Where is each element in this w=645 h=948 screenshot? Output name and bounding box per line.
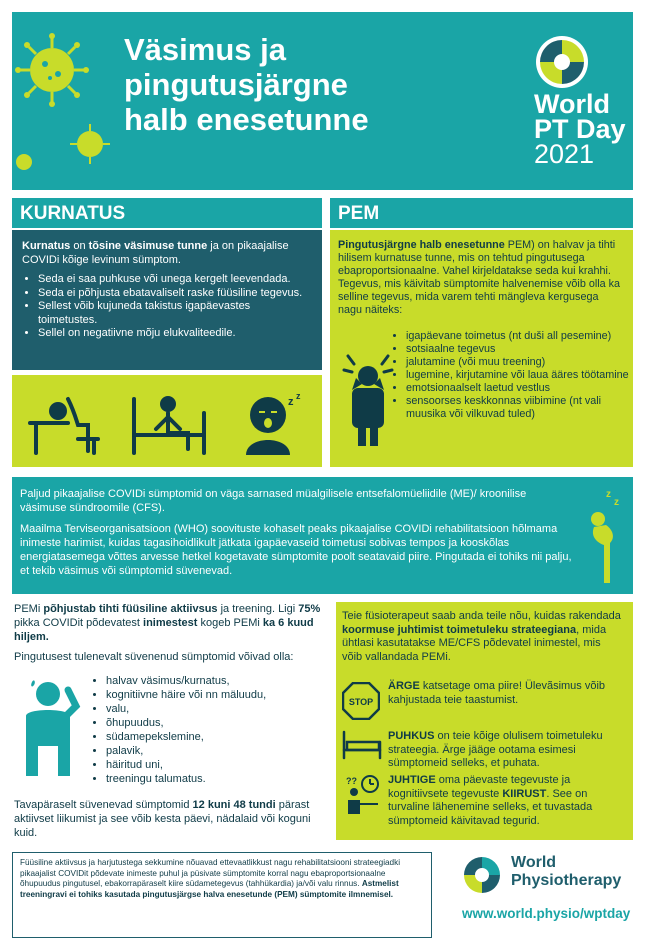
- list-item: • sensoorses keskkonnas viibimine (nt vali muusika või vilkuvad tuled): [406, 395, 631, 421]
- page-title: Väsimus ja pingutusjärgne halb enesetunne: [124, 32, 369, 137]
- advice-item-limits: ÄRGE katsetage oma piire! Ülevãsimus võib kahjustada teie taastumist.: [388, 680, 606, 706]
- svg-text:z: z: [606, 489, 611, 500]
- me-cfs-panel: [12, 477, 633, 594]
- list-item: • häiritud uni,: [106, 758, 336, 772]
- pem-heading: PEM: [338, 203, 380, 224]
- world-pt-day-brand: World PT Day 2021: [534, 89, 626, 169]
- list-item: • Seda ei saa puhkuse või unega kergelt leevendada.: [38, 273, 312, 287]
- list-item: • treeningu talumatus.: [106, 772, 336, 786]
- list-item: • Sellest võib kujuneda takistus igapäevastes toimetustes.: [38, 300, 312, 327]
- svg-text:z: z: [288, 396, 294, 408]
- footer-note-bold: Astmelist treeningravi ei tohiks kasutada pingutusjärgse halva enesetunde (PEM) sümptomite ilmnemisel.: [20, 879, 399, 899]
- clock-person-icon: [342, 774, 382, 814]
- world-physiotherapy-logo-icon: [460, 853, 504, 897]
- list-item: • õhupuudus,: [106, 716, 336, 730]
- pem-intro: Pingutusjärgne halb enesetunne PEM) on halvav ja tihti hilisem kurnatuse tunne, mis on tehtud pingutusega ebaproportsionaalne. Vahel kirjeldatakse seda kui krahhi. Tegevus, mis käivitab sümptomite halvenemise võib olla ka selline tegevus, mida varem tehti mängleva kergusega nagu näiteks:: [338, 239, 621, 316]
- list-item: • jalutamine (või muu treening): [406, 356, 631, 369]
- svg-text:??: ??: [346, 776, 357, 786]
- stop-sign-icon: [342, 682, 380, 720]
- svg-text:z: z: [614, 497, 619, 508]
- kurnatus-list: [12, 267, 322, 341]
- world-physiotherapy-brand: World Physiotherapy: [511, 854, 622, 889]
- list-item: • palavik,: [106, 744, 336, 758]
- tired-desk-person-icon: [28, 389, 104, 455]
- list-item: • halvav väsimus/kurnatus,: [106, 674, 336, 688]
- me-cfs-text-2: Maailma Terviseorganisatsioon (WHO) soovituste kohaselt peaks pikaajalise COVIDi rehabilitatsioon hõlmama inimeste harimist, kuidas tagasihoidlikult jätkata igapäevaseid toimetusi sobivas tempos ja kooskõlas energiatasemega võttes arvesse hetkel kogetavate sümptomite poolt seatavaid piire. Pingutada ei tohiks nii palju, et tekib väsimus või sümptomid süvenevad.: [20, 523, 572, 577]
- symptoms-timing: Tavapäraselt süvenevad sümptomid 12 kuni 48 tundi pärast aktiivset liikumist ja see võib kesta päevi, nädalaid või koguni kuid.: [14, 799, 311, 839]
- kurnatus-heading-bar: [12, 198, 322, 228]
- list-item: • Seda ei põhjusta ebatavaliselt raske füüsiline tegevus.: [38, 287, 312, 301]
- sleepy-person-icon: [586, 485, 628, 585]
- person-sitting-bed-icon: [130, 391, 208, 455]
- advice-item-pace: JUHTIGE oma päevaste tegevuste ja kognitiivsete tegevuste KIIRUST. See on turvaline lähenemine selleks, et tuvastada sümptomeid käivitavad tegurid.: [388, 774, 593, 827]
- stop-label: STOP: [348, 697, 374, 707]
- list-item: • sotsiaalne tegevus: [406, 343, 631, 356]
- headache-person-icon: [20, 676, 82, 786]
- list-item: • kognitiivne häire või nn mäluudu,: [106, 688, 336, 702]
- kurnatus-illustrations: [12, 375, 322, 467]
- tired-face-icon: [240, 391, 310, 455]
- list-item: • valu,: [106, 702, 336, 716]
- bed-icon: [342, 728, 382, 760]
- pem-list: [394, 330, 631, 421]
- me-cfs-text-1: Paljud pikaajalise COVIDi sümptomid on väga sarnased müalgilisele entsefalomüeliidile (ME)/ kroonilise väsimuse sündroomile (CFS).: [20, 488, 527, 514]
- footer-note-box: [12, 852, 432, 938]
- header-banner: [12, 12, 633, 190]
- advice-intro: Teie füsioterapeut saab anda teile nõu, kuidas rakendada koormuse juhtimist toimetuleku strateegiana, mida ühtlasi kasutatakse ME/CFS põdevatel inimestel, mis võib vallandada PEMi.: [342, 610, 621, 663]
- pem-causes-intro: PEMi põhjustab tihti füüsiline aktiivsus ja treening. Ligi 75% pikka COVIDit põdevatest inimestest kogeb PEMi ka 6 kuud hiljem.: [14, 603, 321, 643]
- footer-url[interactable]: www.world.physio/wptday: [462, 906, 631, 921]
- advice-panel: [336, 602, 633, 840]
- pem-causes-section: [12, 602, 330, 842]
- kurnatus-intro: Kurnatus on tõsine väsimuse tunne ja on pikaajalise COVIDi kõige levinum sümptom.: [22, 240, 289, 266]
- pem-panel: [330, 230, 633, 467]
- kurnatus-panel: [12, 230, 322, 370]
- kurnatus-heading: KURNATUS: [20, 203, 126, 224]
- symptoms-list: [92, 674, 336, 786]
- list-item: • lugemine, kirjutamine või laua ääres töötamine: [406, 369, 631, 382]
- stressed-person-icon: [340, 348, 396, 448]
- list-item: • igapäevane toimetus (nt duši all pesemine): [406, 330, 631, 343]
- pem-heading-bar: [330, 198, 633, 228]
- list-item: • emotsionaalselt laetud vestlus: [406, 382, 631, 395]
- symptoms-intro: Pingutusest tulenevalt süvenenud sümptomid võivad olla:: [14, 651, 294, 663]
- svg-text:z: z: [296, 391, 301, 401]
- list-item: • südamepekslemine,: [106, 730, 336, 744]
- footer-note: Füüsiline aktiivsus ja harjutustega sekkumine nõuavad ettevaatlikkust nagu rehabilitatsiooni strateegiadki pikaajalist COVIDit põdevate inimeste puhul ja püsivate sümptomite korral nagu ebaproportsionaalne õhupuudus pingutusel, ebakorrapäraselt kiire südametegevus (tahhükardia) ja/või valu rinnus.: [20, 858, 401, 889]
- advice-item-rest: PUHKUS on teie kõige olulisem toimetuleku strateegia. Ärge jääge ootama esimesi sümptomeid selleks, et puhata.: [388, 730, 603, 769]
- list-item: • Sellel on negatiivne mõju elukvaliteedile.: [38, 327, 312, 341]
- world-pt-day-logo-icon: [534, 34, 590, 90]
